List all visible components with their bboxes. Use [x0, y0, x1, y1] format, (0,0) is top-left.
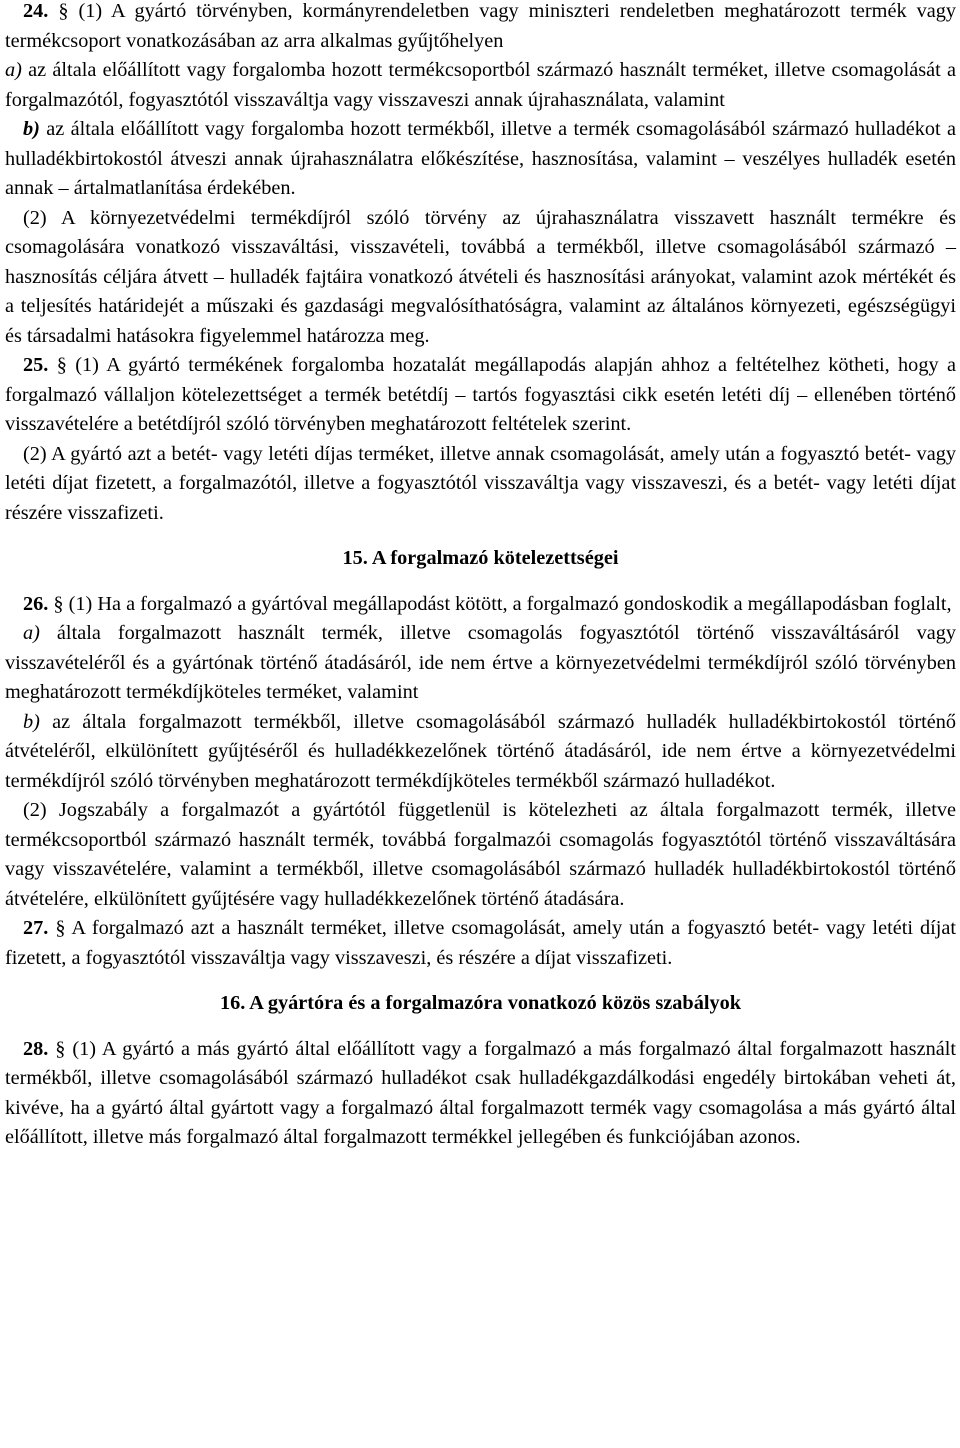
- section-24-point-b: [5, 115, 956, 204]
- section-26-paragraph-1: [5, 590, 956, 620]
- section-24-point-a-text: az általa előállított vagy forgalomba hozott termékcsoportból származó használt terméket, illetve csomagolását a forgalmazótól, fogyasztótól visszaváltja vagy visszaveszi annak újrahasználata, valamint: [5, 59, 956, 111]
- section-28-paragraph-1: [5, 1035, 956, 1153]
- section-27-paragraph-1: [5, 914, 956, 973]
- section-24-point-b-text: az általa előállított vagy forgalomba hozott termékből, illetve a termék csomagolásából származó hulladékot a hulladékbirtokostól átveszi annak újrahasználatra előkészítése, hasznosítása, valamint – veszélyes hulladék esetén annak – ártalmatlanítása érdekében.: [5, 118, 956, 199]
- point-b-label: b): [23, 710, 40, 733]
- chapter-heading-15: 15. A forgalmazó kötelezettségei: [342, 547, 619, 569]
- section-25-paragraph-2: (2) A gyártó azt a betét- vagy letéti díjas terméket, illetve annak csomagolását, amely után a fogyasztó betét- vagy letéti díjat fizetett, a forgalmazótól, illetve a fogyasztótól visszaváltja vagy visszaveszi, és a betét- vagy letéti díjat részére visszafizeti.: [5, 442, 956, 524]
- section-24-paragraph-2: (2) A környezetvédelmi termékdíjról szóló törvény az újrahasználatra visszavett használt termékre és csomagolására vonatkozó visszaváltási, visszavételi, továbbá a termékből, illetve csomagolásából származó – hasznosítás céljára átvett – hulladék fajtáira vonatkozó átvételi és hasznosítási arányokat, valamint azok mértékét és a teljesítés határidejét a műszaki és gazdasági megvalósíthatóságra, valamint az általános környezeti, egészségügyi és társadalmi hatásokra figyelemmel határozza meg.: [5, 206, 956, 347]
- point-a-label: a): [23, 622, 40, 644]
- point-b-label: b): [23, 118, 40, 140]
- section-26-paragraph-2: (2) Jogszabály a forgalmazót a gyártótól függetlenül is kötelezheti az általa forgalmazott termék, illetve termékcsoportból származó használt termék, továbbá forgalmazói csomagolás fogyasztótól történő visszaváltására vagy visszavételére, valamint a termékből, illetve csomagolásából származó hulladék hulladékbirtokostól történő átvételére, elkülönített gyűjtésére vagy hulladékkezelőnek történő átadására.: [5, 799, 956, 910]
- section-25-paragraph-1: [5, 351, 956, 440]
- section-number-25: 25.: [23, 354, 49, 376]
- section-26-p1-intro: § (1) Ha a forgalmazó a gyártóval megállapodást kötött, a forgalmazó gondoskodik a megállapodásban foglalt,: [48, 592, 952, 615]
- section-number-28: 28.: [23, 1037, 49, 1060]
- section-26-point-b-text: az általa forgalmazott termékből, illetve csomagolásából származó hulladék hulladékbirtokostól történő átvételéről, elkülönített gyűjtéséről és hulladékkezelőnek történő átadásáról, ide nem értve a környezetvédelmi termékdíjról szóló törvényben meghatározott termékdíjköteles termékből származó hulladékot.: [5, 710, 956, 792]
- section-26-point-a: [5, 619, 956, 708]
- section-28-p1-text: § (1) A gyártó a más gyártó által előállított vagy a forgalmazó a más forgalmazó által forgalmazott használt termékből, illetve csomagolásából származó hulladékot csak hulladékgazdálkodási engedély birtokában veheti át, kivéve, ha a gyártó által gyártott vagy a forgalmazó által forgalmazott termék vagy csomagolása a más gyártó által előállított, illetve más forgalmazó által forgalmazott termékkel jellegében és funkciójában azonos.: [5, 1037, 956, 1148]
- section-24-point-a: [5, 56, 956, 115]
- section-27-p1-text: § A forgalmazó azt a használt terméket, illetve csomagolását, amely után a fogyasztó betét- vagy letéti díjat fizetett, a fogyasztótól visszaváltja vagy visszaveszi, és részére a díjat visszafizeti.: [5, 917, 956, 969]
- section-26-point-a-text: általa forgalmazott használt termék, illetve csomagolás fogyasztótól történő visszaváltásáról vagy visszavételéről és a gyártónak történő átadásáról, ide nem értve a környezetvédelmi termékdíjról szóló törvényben meghatározott termékdíjköteles terméket, valamint: [5, 622, 956, 703]
- section-number-26: 26.: [23, 592, 49, 615]
- section-number-27: 27.: [23, 917, 49, 939]
- section-26-point-b: [5, 708, 956, 797]
- section-24-paragraph-1: [5, 0, 956, 56]
- section-number-24: 24.: [23, 0, 49, 22]
- point-a-label: a): [5, 59, 22, 81]
- section-24-p1-intro: § (1) A gyártó törvényben, kormányrendeletben vagy miniszteri rendeletben meghatározott termék vagy termékcsoport vonatkozásában az arra alkalmas gyűjtőhelyen: [5, 0, 956, 52]
- chapter-heading-16: 16. A gyártóra és a forgalmazóra vonatkozó közös szabályok: [219, 992, 742, 1014]
- section-25-p1-text: § (1) A gyártó termékének forgalomba hozatalát megállapodás alapján ahhoz a feltételhez kötheti, hogy a forgalmazó vállaljon kötelezettséget a termék betétdíj – tartós fogyasztási cikk esetén letéti díj – ellenében történő visszavételére a betétdíjról szóló törvényben meghatározott feltételek szerint.: [5, 354, 956, 435]
